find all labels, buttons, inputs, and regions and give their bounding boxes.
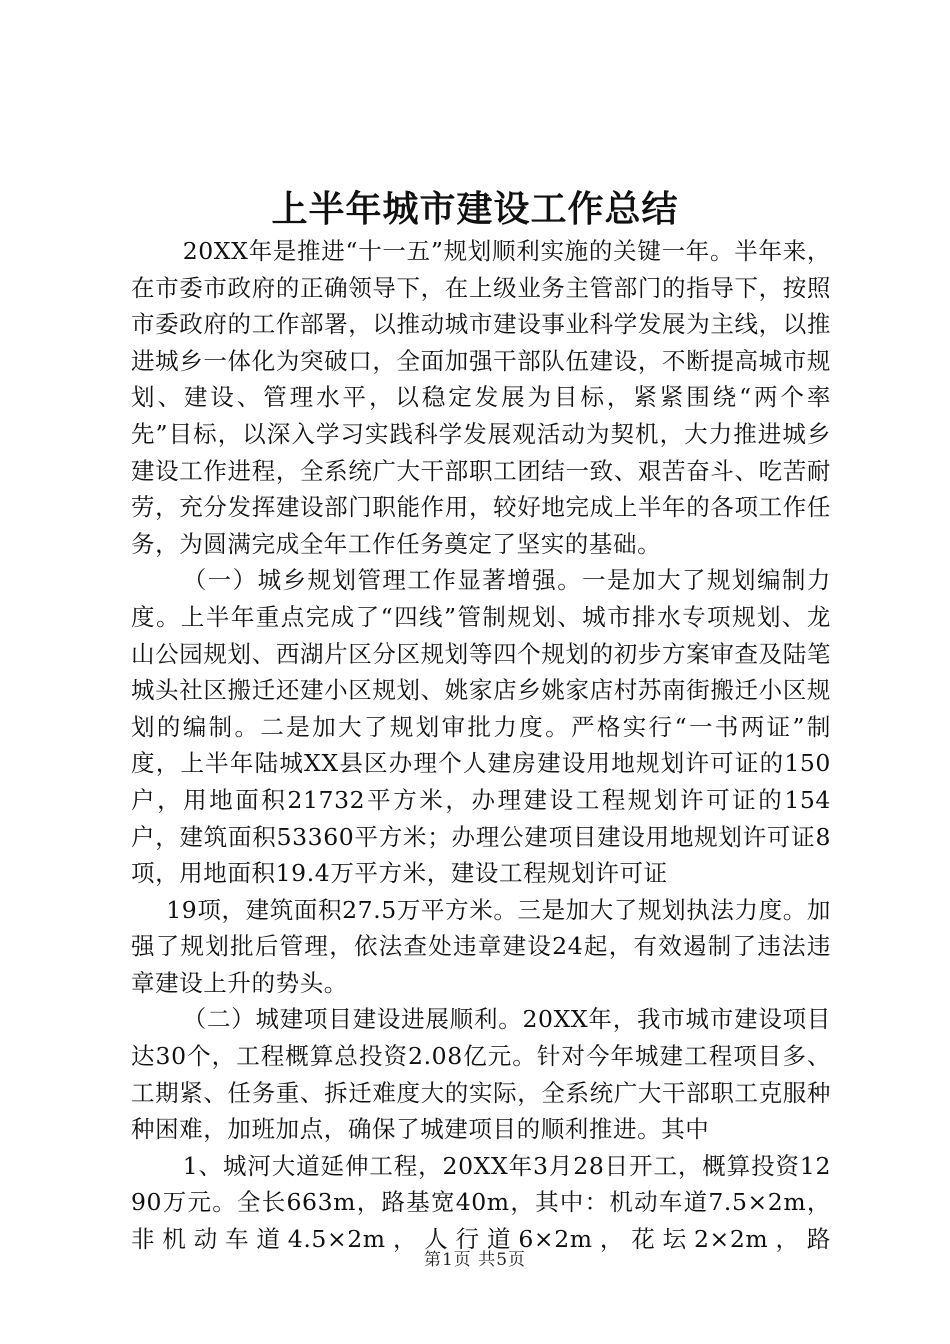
paragraph-planning-management: （一）城乡规划管理工作显著增强。一是加大了规划编制力度。上半年重点完成了“四线”管制规划、城市排水专项规划、龙山公园规划、西湖片区分区规划等四个规划的初步方案审查及陆笔城头社区搬迁还建小区规划、姚家店乡姚家店村苏南街搬迁小区规划的编制。二是加大了规划审批力度。严格实行“一书两证”制度，上半年陆城XX县区办理个人建房建设用地规划许可证的150户，用地面积21732平方米，办理建设工程规划许可证的154户，建筑面积53360平方米；办理公建项目建设用地规划许可证8项，用地面积19.4万平方米，建设工程规划许可证 (131, 566, 831, 888)
paragraph-planning-continued: 19项，建筑面积27.5万平方米。三是加大了规划执法力度。加强了规划批后管理，依法查处违章建设24起，有效遏制了违法违章建设上升的势头。 (131, 895, 831, 997)
paragraph-chenghe-avenue: 1、城河大道延伸工程，20XX年3月28日开工，概算投资1290万元。全长663m，路基宽40m，其中：机动车道7.5×2m，非机动车道4.5×2m，人行道6×2m，花坛2×2m，路 (131, 1151, 831, 1254)
document-body (131, 233, 831, 1258)
page-title: 上半年城市建设工作总结 (271, 188, 679, 230)
paragraph-intro: 20XX年是推进“十一五”规划顺利实施的关键一年。半年来，在市委市政府的正确领导下，在上级业务主管部门的指导下，按照市委政府的工作部署，以推动城市建设事业科学发展为主线，以推进城乡一体化为突破口，全面加强干部队伍建设，不断提高城市规划、建设、管理水平，以稳定发展为目标，紧紧围绕“两个率先”目标，以深入学习实践科学发展观活动为契机，大力推进城乡建设工作进程，全系统广大干部职工团结一致、艰苦奋斗、吃苦耐劳，充分发挥建设部门职能作用，较好地完成上半年的各项工作任务，为圆满完成全年工作任务奠定了坚实的基础。 (131, 237, 831, 558)
paragraph-construction-projects: （二）城建项目建设进展顺利。20XX年，我市城市建设项目达30个，工程概算总投资2.08亿元。针对今年城建工程项目多、工期紧、任务重、拆迁难度大的实际，全系统广大干部职工克服种种困难，加班加点，确保了城建项目的顺利推进。其中 (131, 1005, 831, 1144)
page-number: 第1页 共5页 (423, 1250, 527, 1270)
